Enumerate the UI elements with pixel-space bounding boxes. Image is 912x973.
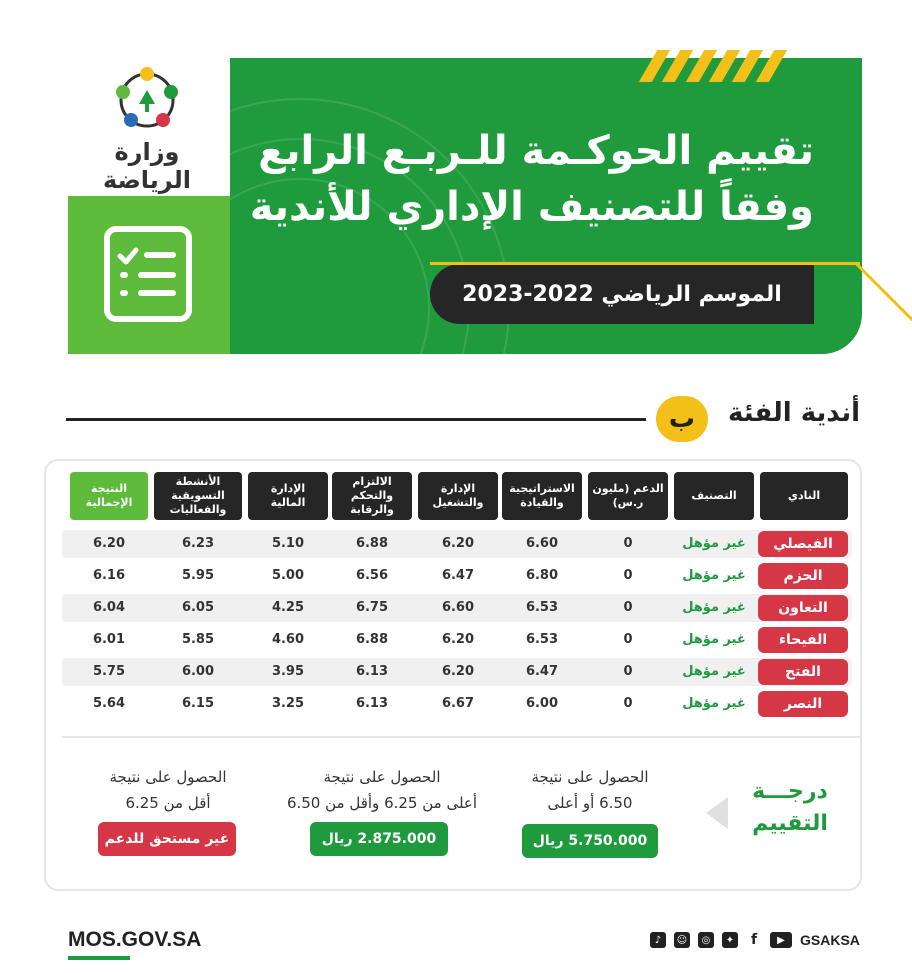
cell-total: 5.64 <box>92 696 126 711</box>
cell-finance: 5.00 <box>271 568 305 583</box>
cell-total: 6.01 <box>92 632 126 647</box>
header-classification: التصنيف <box>674 472 754 520</box>
cell-classification: غير مؤهل <box>682 664 746 679</box>
website-link[interactable]: MOS.GOV.SA <box>68 928 202 951</box>
cell-admin: 6.67 <box>441 696 475 711</box>
cell-compliance: 6.56 <box>355 568 389 583</box>
cell-marketing: 5.95 <box>181 568 215 583</box>
cell-support: 0 <box>623 600 633 615</box>
tier-2-line2: أعلى من 6.25 وأقل من 6.50 <box>286 794 478 813</box>
cell-classification: غير مؤهل <box>682 632 746 647</box>
cell-total: 6.04 <box>92 600 126 615</box>
cell-strategy: 6.53 <box>525 632 559 647</box>
cell-finance: 3.95 <box>271 664 305 679</box>
evaluation-title-line2: التقييم <box>752 810 828 836</box>
cell-support: 0 <box>623 632 633 647</box>
banner-title-line2: وفقاً للتصنيف الإداري للأندية <box>249 184 814 230</box>
cell-compliance: 6.75 <box>355 600 389 615</box>
cell-classification: غير مؤهل <box>682 696 746 711</box>
pointer-triangle-icon <box>706 797 728 829</box>
cell-support: 0 <box>623 536 633 551</box>
cell-strategy: 6.60 <box>525 536 559 551</box>
cell-marketing: 6.05 <box>181 600 215 615</box>
ministry-emblem-icon <box>109 60 185 136</box>
cell-marketing: 6.00 <box>181 664 215 679</box>
banner-accent-line <box>430 262 860 265</box>
header-club: النادي <box>760 472 848 520</box>
cell-total: 6.16 <box>92 568 126 583</box>
cell-admin: 6.20 <box>441 664 475 679</box>
cell-total: 6.20 <box>92 536 126 551</box>
checklist-icon <box>104 226 192 322</box>
cell-marketing: 6.23 <box>181 536 215 551</box>
cell-marketing: 5.85 <box>181 632 215 647</box>
header-total: النتيجة الإجمالية <box>70 472 148 520</box>
cell-finance: 4.25 <box>271 600 305 615</box>
club-name: الفيصلي <box>758 531 848 557</box>
header-strategy: الاستراتيجية والقيادة <box>502 472 582 520</box>
social-links <box>650 932 860 948</box>
cell-admin: 6.47 <box>441 568 475 583</box>
season-label: الموسم الرياضي 2022-2023 <box>430 264 814 324</box>
ministry-logo <box>72 60 222 213</box>
tier-3-line2: أقل من 6.25 <box>125 794 211 813</box>
cell-finance: 5.10 <box>271 536 305 551</box>
tier-1-reward: 5.750.000 ريال <box>522 824 658 858</box>
club-name: الفيحاء <box>758 627 848 653</box>
banner-accent-diagonal <box>855 262 912 321</box>
cell-finance: 3.25 <box>271 696 305 711</box>
cell-strategy: 6.80 <box>525 568 559 583</box>
header-support: الدعم (مليون ر.س) <box>588 472 668 520</box>
cell-compliance: 6.88 <box>355 632 389 647</box>
cell-support: 0 <box>623 568 633 583</box>
cell-classification: غير مؤهل <box>682 568 746 583</box>
tier-1-line1: الحصول على نتيجة <box>531 768 649 786</box>
evaluation-divider <box>62 736 860 738</box>
tier-2-line1: الحصول على نتيجة <box>323 768 441 786</box>
cell-compliance: 6.88 <box>355 536 389 551</box>
youtube-icon[interactable]: ▶ <box>770 932 792 948</box>
cell-marketing: 6.15 <box>181 696 215 711</box>
header-finance: الإدارة المالية <box>248 472 328 520</box>
tier-1-line2: 6.50 أو أعلى <box>547 794 633 813</box>
category-title: أندية الفئة <box>727 398 860 428</box>
category-badge: ب <box>656 396 708 442</box>
evaluation-title-line1: درجـــة <box>752 779 828 804</box>
tier-3-reward: غير مستحق للدعم <box>98 822 236 856</box>
cell-finance: 4.60 <box>271 632 305 647</box>
club-name: الفتح <box>758 659 848 685</box>
cell-strategy: 6.53 <box>525 600 559 615</box>
banner-title-line1: تقييم الحوكـمة للـربـع الرابع <box>258 128 814 174</box>
cell-classification: غير مؤهل <box>682 536 746 551</box>
cell-compliance: 6.13 <box>355 696 389 711</box>
evaluation-title <box>740 776 840 840</box>
header-compliance: الالتزام والتحكم والرقابة <box>332 472 412 520</box>
instagram-icon[interactable]: ◎ <box>698 932 714 948</box>
header-admin: الإدارة والتشغيل <box>418 472 498 520</box>
cell-compliance: 6.13 <box>355 664 389 679</box>
cell-support: 0 <box>623 664 633 679</box>
cell-strategy: 6.00 <box>525 696 559 711</box>
facebook-icon[interactable]: f <box>750 932 758 948</box>
tier-2-reward: 2.875.000 ريال <box>310 822 448 856</box>
cell-total: 5.75 <box>92 664 126 679</box>
club-name: الحزم <box>758 563 848 589</box>
category-divider <box>66 418 646 421</box>
cell-admin: 6.20 <box>441 536 475 551</box>
banner-stripes <box>648 50 778 82</box>
cell-classification: غير مؤهل <box>682 600 746 615</box>
social-handle: GSAKSA <box>800 932 860 948</box>
ministry-name-arabic: وزارة الرياضة <box>103 138 191 194</box>
snapchat-icon[interactable]: ☺ <box>674 932 690 948</box>
cell-admin: 6.20 <box>441 632 475 647</box>
tier-1-text <box>504 764 676 817</box>
tiktok-icon[interactable]: ♪ <box>650 932 666 948</box>
tier-3-line1: الحصول على نتيجة <box>109 768 227 786</box>
club-name: النصر <box>758 691 848 717</box>
title-banner <box>230 58 862 354</box>
tier-2-text <box>270 764 494 817</box>
website-underline <box>68 956 130 960</box>
cell-strategy: 6.47 <box>525 664 559 679</box>
tier-3-text <box>82 764 254 817</box>
twitter-icon[interactable]: ✦ <box>722 932 738 948</box>
header-marketing: الأنشطة التسويقية والفعاليات <box>154 472 242 520</box>
cell-admin: 6.60 <box>441 600 475 615</box>
club-name: التعاون <box>758 595 848 621</box>
cell-support: 0 <box>623 696 633 711</box>
